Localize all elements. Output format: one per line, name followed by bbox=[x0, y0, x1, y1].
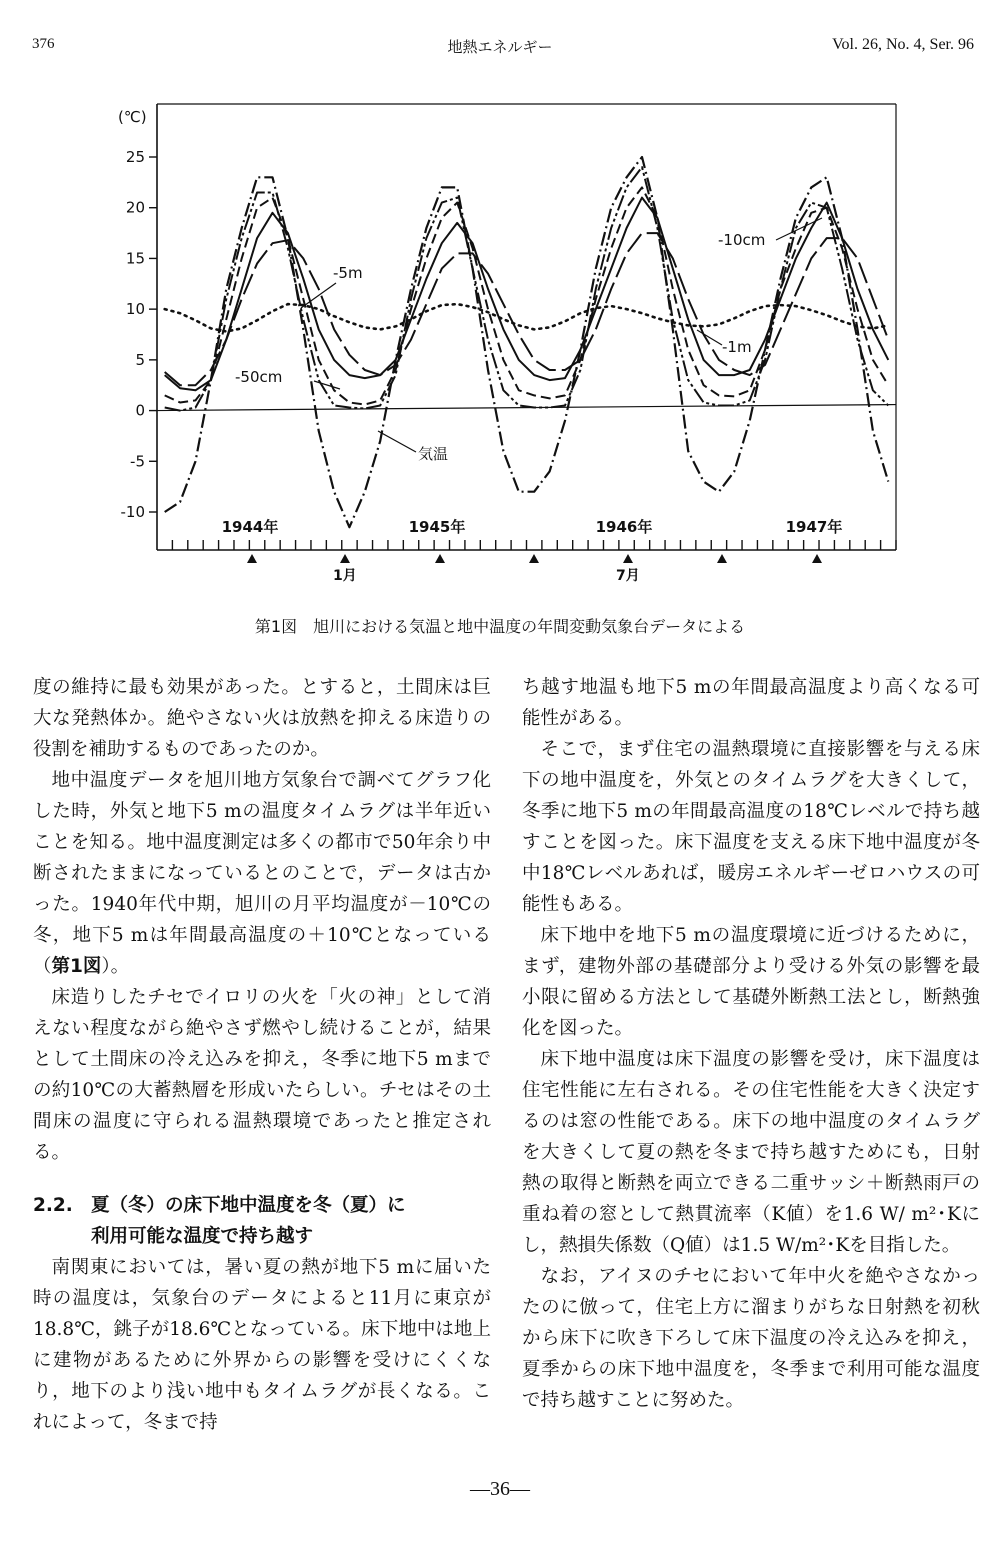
right-column bbox=[522, 672, 980, 1416]
month-label-jul: 7月 bbox=[616, 568, 640, 584]
left-paragraph-2-text-b: ）。 bbox=[101, 956, 130, 977]
year-label: 1945年 bbox=[408, 518, 466, 536]
left-paragraph-1: 度の維持に最も効果があった。とすると，土間床は巨大な発熱体か。絶やさない火は放熱を抑える床造りの役割を補助するものであったのか。 bbox=[33, 677, 491, 760]
season-marker bbox=[247, 554, 257, 563]
y-tick-label: -5 bbox=[130, 452, 145, 471]
year-label: 1944年 bbox=[221, 518, 279, 536]
page-number: 376 bbox=[32, 36, 55, 52]
y-tick-label: 5 bbox=[135, 350, 145, 369]
left-column bbox=[33, 672, 491, 1438]
series-minus5m bbox=[165, 233, 889, 385]
annotation-minus1m bbox=[697, 330, 752, 356]
season-marker bbox=[717, 554, 727, 563]
annotation-minus50cm-text: -50cm bbox=[235, 368, 283, 386]
y-tick-label: 25 bbox=[125, 148, 145, 166]
y-tick-label: 20 bbox=[125, 198, 145, 217]
year-label: 1946年 bbox=[595, 518, 653, 536]
year-labels bbox=[222, 518, 843, 536]
right-paragraph-2: そこで，まず住宅の温熱環境に直接影響を与える床下の地中温度を，外気とのタイムラグを大きくして，冬季に地下5 mの年間最高温度の18℃レベルで持ち越すことを図った。床下温度を支える床下地中温度が冬中18℃レベルあれば，暖房エネルギーゼロハウスの可能性もある。 bbox=[522, 739, 980, 915]
zero-line-group bbox=[157, 405, 896, 411]
x-ticks bbox=[172, 540, 896, 550]
annotation-minus5m-text: -5m bbox=[333, 264, 363, 282]
volume-info: Vol. 26, No. 4, Ser. 96 bbox=[832, 36, 974, 53]
annotation-minus10cm-text: -10cm bbox=[718, 231, 766, 249]
year-label: 1947年 bbox=[785, 518, 843, 536]
annotation-air-leader bbox=[378, 431, 416, 452]
zero-line bbox=[157, 405, 896, 411]
y-tick-label: 15 bbox=[125, 249, 145, 268]
section-heading bbox=[33, 1190, 491, 1252]
y-tick-label: 10 bbox=[125, 300, 145, 319]
y-unit-label: (℃) bbox=[118, 108, 147, 126]
right-paragraph-4: 床下地中温度は床下温度の影響を受け，床下温度は住宅性能に左右される。その住宅性能を大きく決定するのは窓の性能である。床下の地中温度のタイムラグを大きくして夏の熱を冬まで持ち越すためにも，日射熱の取得と断熱を両立できる二重サッシ＋断熱雨戸の重ね着の窓として熱貫流率（K値）を1.6 W/ m²･Kにし，熱損失係数（Q値）は1.5 W/m²･Kを目指した。 bbox=[522, 1049, 980, 1256]
series-deep-dotted bbox=[165, 304, 889, 331]
season-marker bbox=[340, 554, 350, 563]
series-group bbox=[165, 157, 889, 527]
figure-reference: 第1図 bbox=[51, 956, 102, 977]
season-markers bbox=[247, 554, 822, 563]
y-ticks bbox=[121, 148, 158, 521]
right-paragraph-1: ち越す地温も地下5 mの年間最高温度より高くなる可能性がある。 bbox=[522, 677, 980, 729]
temperature-chart bbox=[0, 0, 1000, 600]
left-paragraph-2-text-a: 地中温度データを旭川地方気象台で調べてグラフ化した時，外気と地下5 mの温度タイムラグは半年近いことを知る。地中温度測定は多くの都市で50年余り中断されたままになっているとのことで，データは古かった。1940年代中期，旭川の月平均温度が－10℃の冬，地下5 mは年間最高温度の＋10℃となっている（ bbox=[33, 770, 491, 977]
journal-title: 地熱エネルギー bbox=[447, 38, 553, 56]
season-marker bbox=[529, 554, 539, 563]
annotation-minus50cm-leader bbox=[314, 381, 340, 389]
y-tick-label: -10 bbox=[120, 503, 145, 521]
left-paragraph-2 bbox=[33, 765, 491, 982]
left-paragraph-3: 床造りしたチセでイロリの火を「火の神」として消えない程度ながら絶やさず燃やし続けることが，結果として土間床の冷え込みを抑え，冬季に地下5 mまでの約10℃の大蓄熱層を形成いたらしい。チセはその土間床の温度に守られる温熱環境であったと推定される。 bbox=[33, 987, 491, 1163]
right-paragraph-5: なお，アイヌのチセにおいて年中火を絶やさなかったのに倣って，住宅上方に溜まりがちな日射熱を初秋から床下に吹き下ろして床下温度の冷え込みを抑え，夏季からの床下地中温度を，冬季まで利用可能な温度で持ち越すことに努めた。 bbox=[522, 1266, 980, 1411]
left-paragraph-4: 南関東においては，暑い夏の熱が地下5 mに届いた時の温度は，気象台のデータによると11月に東京が18.8℃，銚子が18.6℃となっている。床下地中は地上に建物があるために外界からの影響を受けにくくなり，地下のより浅い地中もタイムラグが長くなる。これによって，冬まで持 bbox=[33, 1257, 491, 1433]
right-paragraph-3: 床下地中を地下5 mの温度環境に近づけるために，まず，建物外部の基礎部分より受ける外気の影響を最小限に留める方法として基礎外断熱工法とし，断熱強化を図った。 bbox=[522, 925, 980, 1039]
footer-page-label: —36— bbox=[470, 1478, 530, 1500]
season-marker bbox=[435, 554, 445, 563]
y-tick-label: 0 bbox=[135, 401, 145, 420]
annotation-minus1m-text: -1m bbox=[722, 338, 752, 356]
section-number: 2.2. bbox=[33, 1195, 73, 1216]
month-label-jan: 1月 bbox=[333, 568, 357, 584]
annotation-air-text: 気温 bbox=[418, 445, 449, 463]
season-marker bbox=[623, 554, 633, 563]
section-title-line-2: 利用可能な温度で持ち越す bbox=[91, 1226, 314, 1247]
section-title-line-1: 夏（冬）の床下地中温度を冬（夏）に bbox=[91, 1195, 406, 1216]
figure-caption: 第1図 旭川における気温と地中温度の年間変動気象台データによる bbox=[254, 617, 746, 636]
season-marker bbox=[812, 554, 822, 563]
annotation-air bbox=[378, 431, 448, 463]
